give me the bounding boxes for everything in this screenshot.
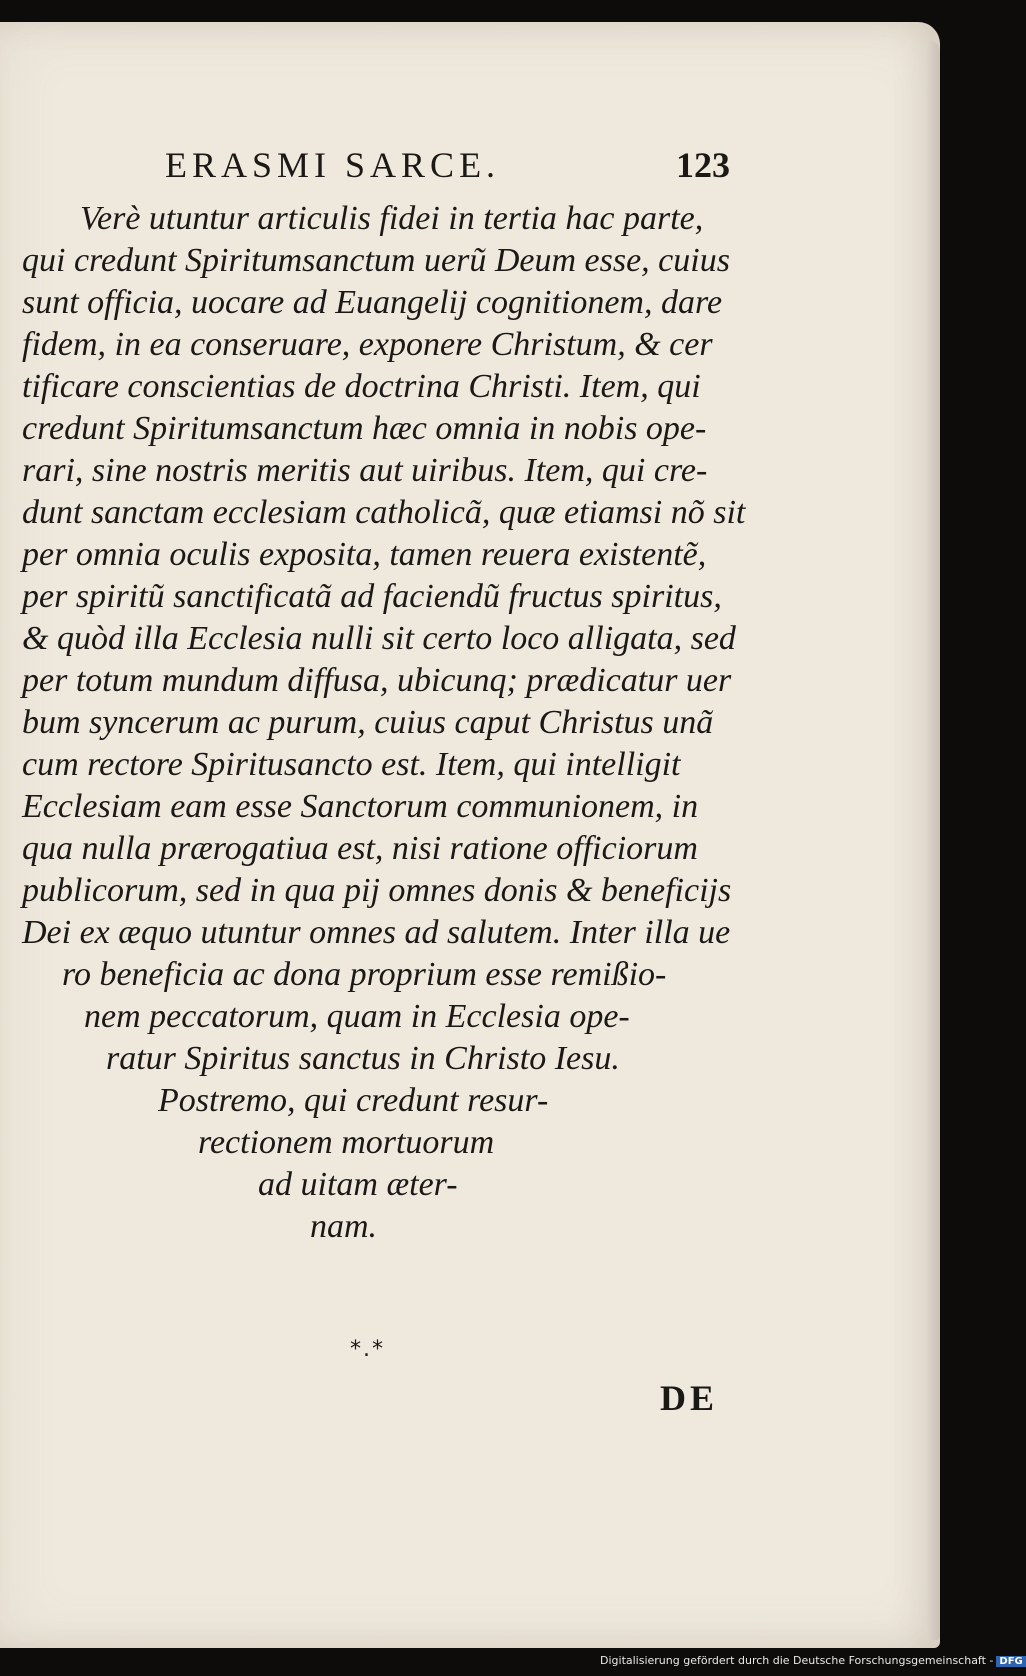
digitization-credit: [600, 1654, 1026, 1667]
text-line: Postremo, qui credunt resur-: [158, 1082, 549, 1119]
text-line: qua nulla prærogatiua est, nisi ratione officiorum: [22, 830, 698, 867]
credit-text: Digitalisierung gefördert durch die Deutsche Forschungsgemeinschaft -: [600, 1654, 994, 1667]
text-line: publicorum, sed in qua pij omnes donis & beneficijs: [22, 872, 732, 909]
text-line: & quòd illa Ecclesia nulli sit certo loco alligata, sed: [22, 620, 736, 657]
running-head: ERASMI SARCE.: [165, 145, 501, 185]
book-page: [0, 22, 940, 1648]
text-line: fidem, in ea conseruare, exponere Christum, & cer: [22, 326, 713, 363]
text-line: Verè utuntur articulis fidei in tertia hac parte,: [80, 200, 704, 237]
text-line: Dei ex æquo utuntur omnes ad salutem. Inter illa ue: [22, 914, 731, 951]
page-edge: [926, 40, 940, 1640]
catchword: DE: [660, 1378, 719, 1418]
text-line: nem peccatorum, quam in Ecclesia ope-: [84, 998, 630, 1035]
text-line: ad uitam æter-: [258, 1166, 458, 1203]
text-line: ro beneficia ac dona proprium esse remißio-: [62, 956, 667, 993]
text-line: bum syncerum ac purum, cuius caput Christus unã: [22, 704, 714, 741]
text-line: rari, sine nostris meritis aut uiribus. Item, qui cre-: [22, 452, 708, 489]
text-line: qui credunt Spiritumsanctum uerũ Deum esse, cuius: [22, 242, 730, 279]
text-line: sunt officia, uocare ad Euangelij cognitionem, dare: [22, 284, 723, 321]
text-line: per spiritũ sanctificatã ad faciendũ fructus spiritus,: [22, 578, 722, 615]
text-line: credunt Spiritumsanctum hæc omnia in nobis ope-: [22, 410, 707, 447]
text-line: cum rectore Spiritusancto est. Item, qui intelligit: [22, 746, 681, 783]
dfg-logo: DFG: [996, 1656, 1025, 1667]
text-line: tificare conscientias de doctrina Christi. Item, qui: [22, 368, 701, 405]
ornament: *.*: [350, 1337, 385, 1362]
text-line: rectionem mortuorum: [198, 1124, 495, 1161]
text-line: nam.: [310, 1208, 378, 1245]
page-number: 123: [676, 145, 730, 185]
text-line: ratur Spiritus sanctus in Christo Iesu.: [106, 1040, 620, 1077]
text-line: per totum mundum diffusa, ubicunq; prædicatur uer: [22, 662, 732, 699]
text-line: dunt sanctam ecclesiam catholicã, quæ etiamsi nõ sit: [22, 494, 746, 531]
text-line: Ecclesiam eam esse Sanctorum communionem, in: [22, 788, 699, 825]
text-line: per omnia oculis exposita, tamen reuera existentẽ,: [22, 536, 707, 573]
